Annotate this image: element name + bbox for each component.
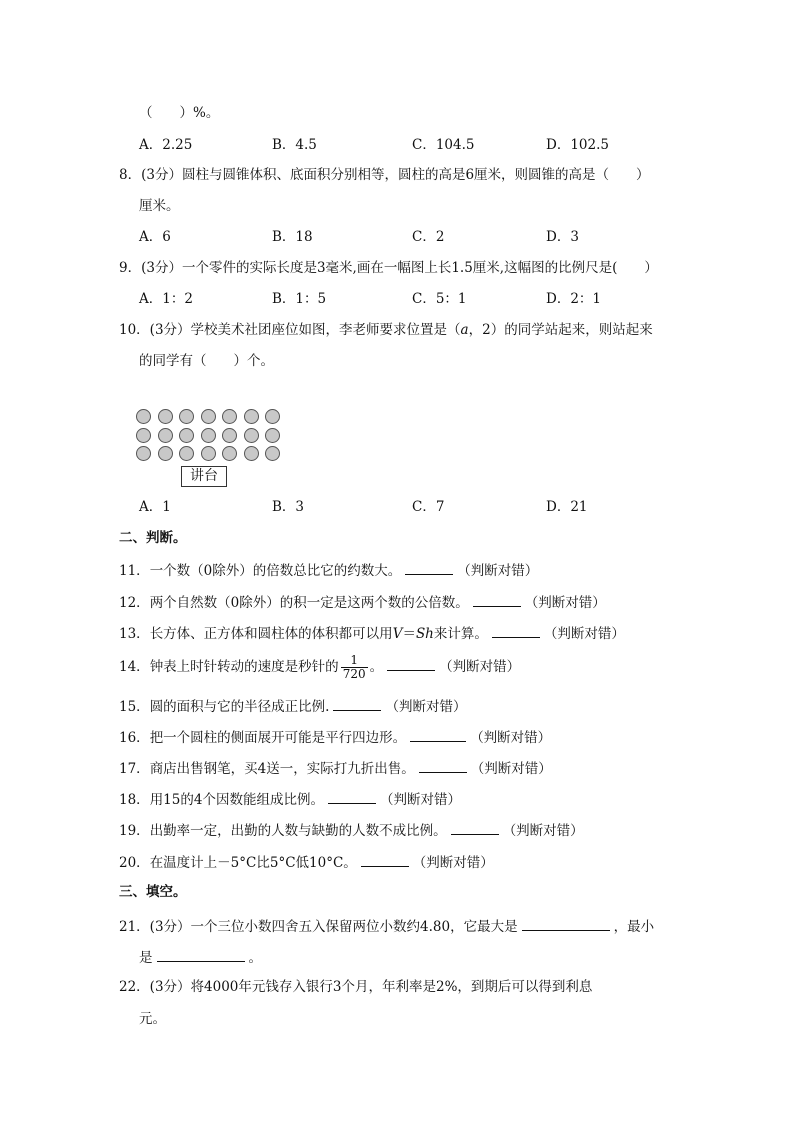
seat-circle	[244, 409, 259, 424]
seat-circle	[244, 428, 259, 443]
seat-circle	[222, 428, 237, 443]
judgement-18: 18．用15的4个因数能组成比例。 （判断对错）	[119, 789, 461, 809]
seat-circle	[244, 446, 259, 461]
q9-option-c: C．5：1	[412, 291, 467, 307]
judgement-16: 16．把一个圆柱的侧面展开可能是平行四边形。 （判断对错）	[119, 727, 551, 747]
q8-option-d: D．3	[546, 229, 579, 245]
q10-option-b: B．3	[272, 499, 305, 515]
q8-option-c: C．2	[412, 229, 445, 245]
q9-option-a: A．1：2	[139, 291, 193, 307]
seat-circle	[136, 409, 151, 424]
q10-line1: 10．(3分）学校美术社团座位如图，李老师要求位置是（a，2）的同学站起来，则站起来	[119, 322, 653, 338]
seating-grid	[136, 409, 286, 464]
answer-blank[interactable]	[328, 789, 376, 804]
q22-line1: 22．(3分）将4000年元钱存入银行3个月，年利率是2%，到期后可以得到利息	[119, 979, 593, 995]
judgement-12: 12．两个自然数（0除外）的积一定是这两个数的公倍数。 （判断对错）	[119, 592, 606, 612]
q7-option-c: C．104.5	[412, 137, 475, 153]
q10-line2: 的同学有（ ）个。	[139, 353, 274, 369]
seat-circle	[136, 446, 151, 461]
q7-option-a: A．2.25	[139, 137, 193, 153]
answer-blank[interactable]	[419, 758, 467, 773]
q22-line2: 元。	[139, 1011, 166, 1027]
judgement-15: 15．圆的面积与它的半径成正比例. （判断对错）	[119, 696, 466, 716]
q7-option-b: B．4.5	[272, 137, 317, 153]
q10-variable-a: a	[460, 322, 469, 338]
answer-blank[interactable]	[387, 656, 435, 671]
q7-line2: （ ）%。	[139, 105, 220, 121]
q8-option-b: B．18	[272, 229, 313, 245]
q21-line1: 21．(3分）一个三位小数四舍五入保留两位小数约4.80，它最大是 ，最小	[119, 916, 654, 936]
q10-option-a: A．1	[139, 499, 171, 515]
answer-blank-max[interactable]	[522, 916, 610, 931]
q9-line1: 9．(3分）一个零件的实际长度是3毫米,画在一幅图上长1.5厘米,这幅图的比例尺是( ）	[119, 260, 658, 276]
seat-circle	[179, 428, 194, 443]
judgement-20: 20．在温度计上－5°C比5°C低10°C。 （判断对错）	[119, 852, 494, 872]
q9-option-b: B．1：5	[272, 291, 327, 307]
q7-option-d: D．102.5	[546, 137, 609, 153]
answer-blank[interactable]	[410, 727, 466, 742]
answer-blank[interactable]	[405, 560, 453, 575]
seat-circle	[201, 409, 216, 424]
answer-blank-min[interactable]	[157, 947, 245, 962]
judgement-13: 13．长方体、正方体和圆柱体的体积都可以用V＝Sh来计算。 （判断对错）	[119, 623, 625, 643]
q8-option-a: A．6	[139, 229, 171, 245]
answer-blank[interactable]	[361, 852, 409, 867]
seat-circle	[179, 409, 194, 424]
q8-line1: 8．(3分）圆柱与圆锥体积、底面积分别相等，圆柱的高是6厘米，则圆锥的高是（ ）	[119, 167, 650, 183]
fraction: $\frac{1}{720}$	[342, 653, 366, 681]
q21-line2: 是 。	[139, 947, 262, 967]
seat-circle	[158, 428, 173, 443]
seat-circle	[136, 428, 151, 443]
judgement-14: 14．钟表上时针转动的速度是秒针的 $\frac{1}{720}$ 。 （判断对错）	[119, 653, 521, 681]
seat-circle	[201, 428, 216, 443]
seat-circle	[265, 428, 280, 443]
q8-line2: 厘米。	[139, 198, 180, 214]
judgement-17: 17．商店出售钢笔，买4送一，实际打九折出售。 （判断对错）	[119, 758, 552, 778]
answer-blank[interactable]	[473, 592, 521, 607]
seat-circle	[265, 409, 280, 424]
seat-circle	[222, 409, 237, 424]
q10-option-c: C．7	[412, 499, 445, 515]
seat-circle	[222, 446, 237, 461]
seat-circle	[158, 409, 173, 424]
q10-option-d: D．21	[546, 499, 588, 515]
answer-blank[interactable]	[333, 696, 381, 711]
answer-blank[interactable]	[492, 623, 540, 638]
seat-circle	[179, 446, 194, 461]
seat-circle	[158, 446, 173, 461]
judgement-11: 11．一个数（0除外）的倍数总比它的约数大。 （判断对错）	[119, 560, 538, 580]
section-3-heading: 三、填空。	[119, 884, 187, 900]
section-2-heading: 二、判断。	[119, 530, 187, 546]
judgement-19: 19．出勤率一定，出勤的人数与缺勤的人数不成比例。 （判断对错）	[119, 820, 584, 840]
answer-blank[interactable]	[451, 820, 499, 835]
q9-option-d: D．2：1	[546, 291, 602, 307]
seat-circle	[265, 446, 280, 461]
podium-label: 讲台	[181, 466, 227, 487]
seat-circle	[201, 446, 216, 461]
